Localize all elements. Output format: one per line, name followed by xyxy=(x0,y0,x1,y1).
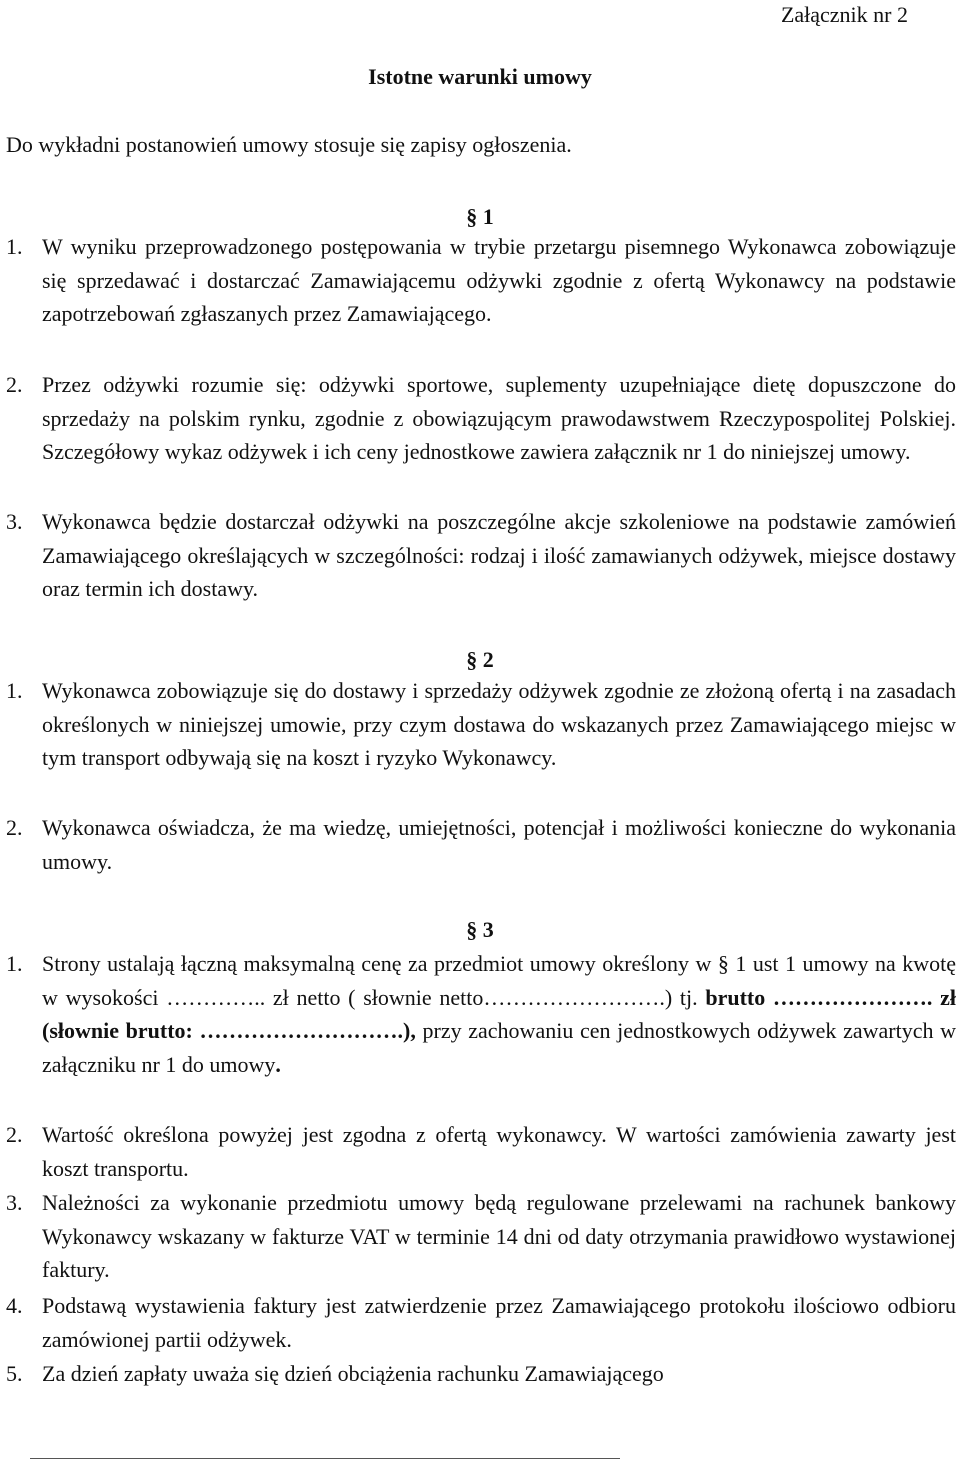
item-number: 4. xyxy=(6,1293,23,1318)
section-2-item-2 xyxy=(6,811,956,878)
footer-divider xyxy=(30,1458,620,1459)
item-number: 5. xyxy=(6,1361,23,1386)
section-1-item-3 xyxy=(6,505,956,606)
item-number: 1. xyxy=(6,234,23,259)
section-3-item-3 xyxy=(6,1186,956,1287)
section-2-heading: § 2 xyxy=(466,647,494,672)
item-number: 2. xyxy=(6,1122,23,1147)
item-number: 3. xyxy=(6,1190,23,1215)
gross-price-clause: brutto …………………. zł (słownie brutto: ……………………….), xyxy=(42,984,957,1044)
annex-label: Załącznik nr 2 xyxy=(780,2,908,27)
item-text: W wyniku przeprowadzonego postępowania w trybie przetargu pisemnego Wykonawca zobowiązuje się sprzedawać i dostarczać Zamawiającemu odżywki zgodnie z ofertą Wykonawcy na podstawie zapotrzebowań zgłaszanych przez Zamawiającego. xyxy=(42,234,956,327)
section-3-item-5 xyxy=(6,1357,956,1391)
section-3-item-4 xyxy=(6,1289,956,1356)
item-text: Wykonawca oświadcza, że ma wiedzę, umiejętności, potencjał i możliwości konieczne do wykonania umowy. xyxy=(42,815,956,874)
item-text: Podstawą wystawienia faktury jest zatwierdzenie przez Zamawiającego protokołu ilościowo odbioru zamówionej partii odżywek. xyxy=(42,1293,956,1352)
item-number: 2. xyxy=(6,372,23,397)
section-3-heading: § 3 xyxy=(466,917,494,942)
section-3-item-2 xyxy=(6,1118,956,1185)
price-clause-text: Strony ustalają łączną maksymalną cenę za przedmiot umowy określony w § 1 ust 1 umowy na kwotę w wysokości ………….. zł netto ( słownie netto…………………….) tj. xyxy=(42,951,956,1010)
item-number: 1. xyxy=(6,951,23,976)
section-1-item-2 xyxy=(6,368,956,469)
item-text: Wykonawca zobowiązuje się do dostawy i sprzedaży odżywek zgodnie ze złożoną ofertą i na zasadach określonych w niniejszej umowie, przy czym dostawa do wskazanych przez Zamawiającego miejsc w tym transport odbywają się na koszt i ryzyko Wykonawcy. xyxy=(42,678,956,771)
document-title: Istotne warunki umowy xyxy=(368,64,592,89)
item-number: 2. xyxy=(6,815,23,840)
item-number: 1. xyxy=(6,678,23,703)
section-2-item-1 xyxy=(6,674,956,775)
item-number: 3. xyxy=(6,509,23,534)
section-1-item-1 xyxy=(6,230,956,331)
item-text: Wartość określona powyżej jest zgodna z ofertą wykonawcy. W wartości zamówienia zawarty jest koszt transportu. xyxy=(42,1122,956,1181)
section-3-item-1 xyxy=(6,947,956,1081)
item-text: Przez odżywki rozumie się: odżywki sportowe, suplementy uzupełniające dietę dopuszczone do sprzedaży na polskim rynku, zgodnie z obowiązującym prawodawstwem Rzeczypospolitej Polskiej. Szczegółowy wykaz odżywek i ich ceny jednostkowe zawiera załącznik nr 1 do niniejszej umowy. xyxy=(42,372,956,465)
price-clause-continuation: przy zachowaniu cen jednostkowych odżywek zawartych w załączniku nr 1 do umowy xyxy=(42,1018,957,1077)
item-text xyxy=(42,947,956,1081)
item-text: Za dzień zapłaty uważa się dzień obciążenia rachunku Zamawiającego xyxy=(42,1361,664,1386)
item-text: Należności za wykonanie przedmiotu umowy będą regulowane przelewami na rachunek bankowy Wykonawcy wskazany w fakturze VAT w terminie 14 dni od daty otrzymania prawidłowo wystawionej faktury. xyxy=(42,1190,956,1283)
item-text: Wykonawca będzie dostarczał odżywki na poszczególne akcje szkoleniowe na podstawie zamówień Zamawiającego określających w szczególności: rodzaj i ilość zamawianych odżywek, miejsce dostawy oraz termin ich dostawy. xyxy=(42,509,956,602)
price-clause-period: . xyxy=(275,1051,281,1077)
intro-paragraph: Do wykładni postanowień umowy stosuje się zapisy ogłoszenia. xyxy=(6,132,572,157)
section-1-heading: § 1 xyxy=(466,204,494,229)
